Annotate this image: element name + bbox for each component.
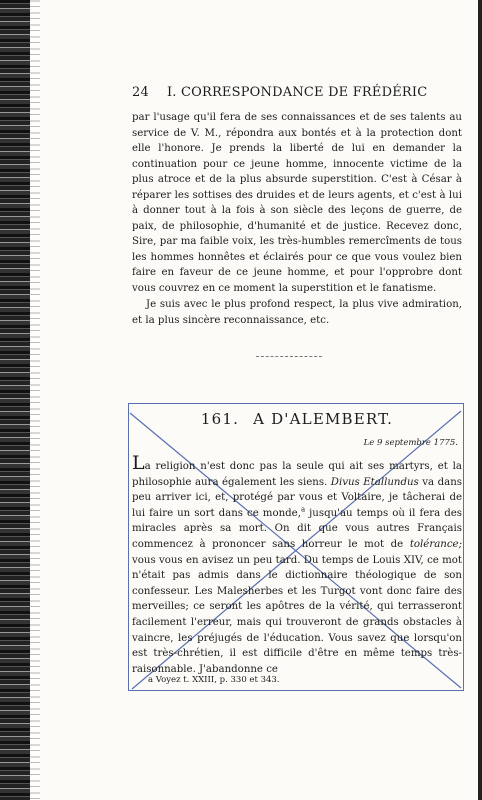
running-head xyxy=(132,85,462,100)
letter-2-paragraph xyxy=(132,452,462,677)
text-run-3: jusqu'au temps où il fera des miracles après sa mort. On dit que vous autres Français commencez à prononcer sans horreur le mot de xyxy=(132,507,462,550)
letter-1-paragraph-1: par l'usage qu'il fera de ses connaissances et de ses talents au service de V. M., répondra aux bontés et à la protection dont elle l'honore. Je prends la liberté de lui en demander la continuation pour ce jeune homme, innocente victime de la plus atroce et de la plus absurde superstition. C'est à César à réparer les sottises des druides et de leurs agents, et c'est à lui à donner tout à la fois à son siècle des leçons de guerre, de paix, de philosophie, d'humanité et de justice. Recevez donc, Sire, par ma faible voix, les très-humbles remercîments de tous les hommes honnêtes et éclairés pour ce que vous voulez bien faire en faveur de ce jeune homme, et pour l'opprobre dont vous couvrez en ce moment la superstition et le fanatisme. xyxy=(132,112,462,294)
footnote: a Voyez t. XXIII, p. 330 et 343. xyxy=(148,675,280,685)
letter-2-body xyxy=(132,452,462,677)
footnote-marker: a xyxy=(300,505,306,514)
text-run-1: a religion n'est donc pas la seule qui ait ses martyrs, et la philosophie aura également les siens. xyxy=(132,461,462,488)
scan-right-edge xyxy=(478,0,482,800)
drop-cap: L xyxy=(132,452,145,474)
italic-run-2: tolérance; xyxy=(409,538,462,550)
letter-addressee: A D'ALEMBERT. xyxy=(253,410,394,428)
letter-date: Le 9 septembre 1775. xyxy=(363,438,458,448)
scan-noise-strip xyxy=(30,0,40,800)
running-head-title: I. CORRESPONDANCE DE FRÉDÉRIC xyxy=(166,85,428,100)
letter-number: 161. xyxy=(200,410,240,428)
letter-1-body xyxy=(132,110,462,328)
page-number: 24 xyxy=(132,85,149,100)
scan-binding-edge xyxy=(0,0,30,800)
letter-2-heading xyxy=(132,410,462,428)
text-run-2: va dans peu arriver ici, et, protégé par vous et Voltaire, je tâcherai de lui faire un sort dans ce monde, xyxy=(132,476,462,519)
text-run-4: vous vous en avisez un peu tard. Du temps de Louis XIV, ce mot n'était pas admis dans le dictionnaire théologique de son confesseur. Les Malesherbes et les Turgot vont donc faire des merveilles; ce seront les apôtres de la vérité, qui terrasseront facilement l'erreur, mais qui trouveront de grands obstacles à vaincre, les préjugés de l'éducation. Vous savez que lorsqu'on est très-chrétien, il est difficile d'être en même temps très-raisonnable. J'abandonne ce xyxy=(132,554,462,675)
section-divider xyxy=(256,356,322,357)
letter-1-closing: Je suis avec le plus profond respect, la plus vive admiration, et la plus sincère reconnaissance, etc. xyxy=(132,299,462,326)
italic-run-1: Divus Etallundus xyxy=(330,476,419,488)
